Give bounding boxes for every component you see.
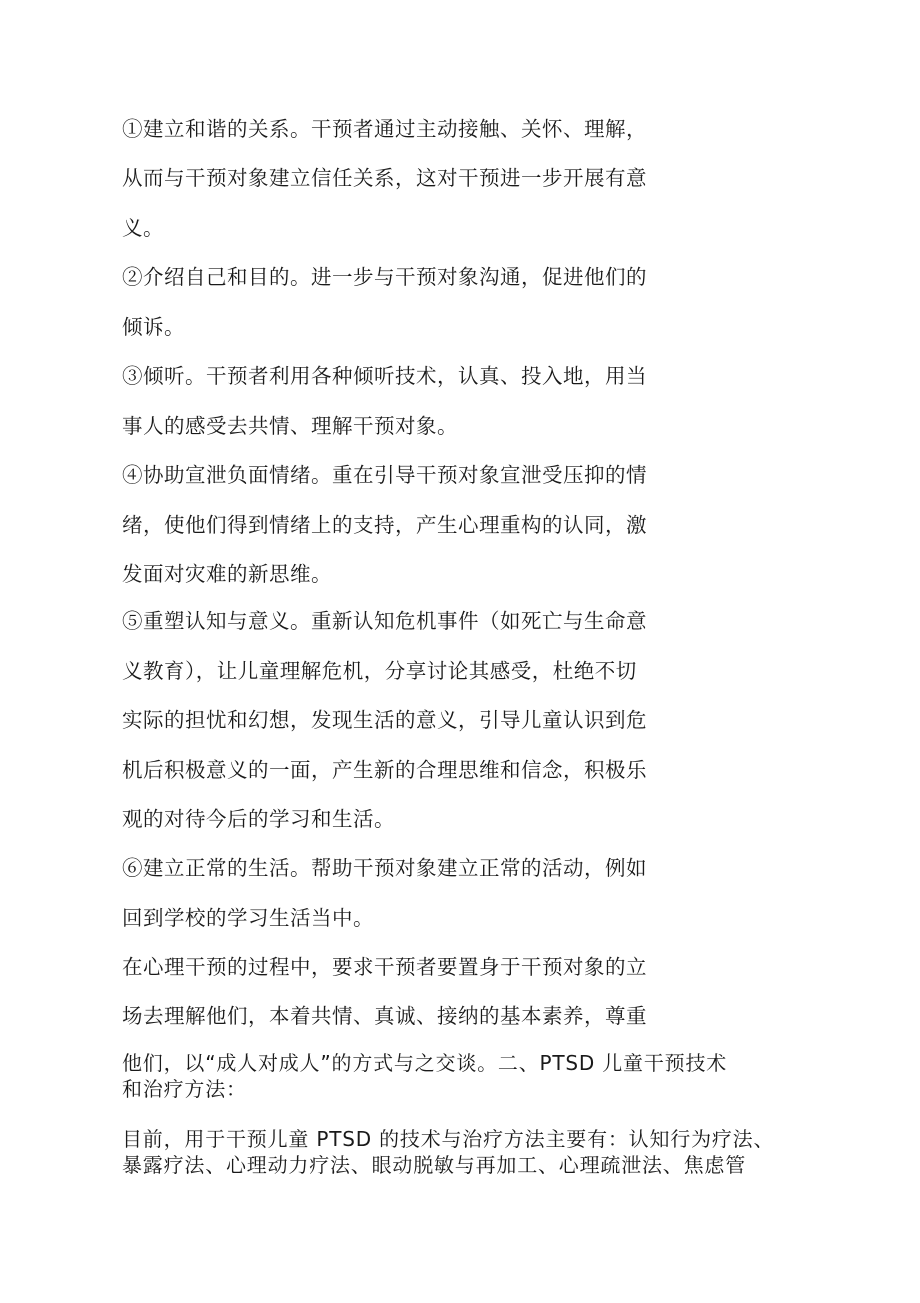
paragraph-line: 目前，用于干预儿童 PTSD 的技术与治疗方法主要有：认知行为疗法、	[122, 1127, 775, 1151]
paragraph-line: 观的对待今后的学习和生活。	[122, 807, 395, 831]
paragraph-line: 和治疗方法：	[122, 1077, 247, 1101]
paragraph-line: 实际的担忧和幻想，发现生活的意义，引导儿童认识到危	[122, 708, 647, 732]
paragraph-line: ⑥建立正常的生活。帮助干预对象建立正常的活动，例如	[122, 856, 647, 880]
paragraph-line: 义教育），让儿童理解危机，分享讨论其感受，杜绝不切	[122, 659, 637, 683]
paragraph-line: ④协助宣泄负面情绪。重在引导干预对象宣泄受压抑的情	[122, 463, 647, 487]
paragraph-line: 暴露疗法、心理动力疗法、眼动脱敏与再加工、心理疏泄法、焦虑管	[122, 1153, 746, 1177]
paragraph-line: ③倾听。干预者利用各种倾听技术，认真、投入地，用当	[122, 364, 647, 388]
paragraph-line: 倾诉。	[122, 315, 185, 339]
paragraph-line: 绪，使他们得到情绪上的支持，产生心理重构的认同，激	[122, 513, 647, 537]
paragraph-line: ②介绍自己和目的。进一步与干预对象沟通，促进他们的	[122, 265, 647, 289]
paragraph-line: 义。	[122, 216, 164, 240]
paragraph-line: ⑤重塑认知与意义。重新认知危机事件（如死亡与生命意	[122, 609, 647, 633]
paragraph-line: 发面对灾难的新思维。	[122, 562, 332, 586]
paragraph-line: 场去理解他们，本着共情、真诚、接纳的基本素养，尊重	[122, 1004, 647, 1028]
paragraph-line: ①建立和谐的关系。干预者通过主动接触、关怀、理解，	[122, 117, 647, 141]
paragraph-line: 他们，以“成人对成人”的方式与之交谈。二、PTSD 儿童干预技术	[122, 1051, 728, 1075]
paragraph-line: 事人的感受去共情、理解干预对象。	[122, 414, 458, 438]
paragraph-line: 机后积极意义的一面，产生新的合理思维和信念，积极乐	[122, 758, 647, 782]
paragraph-line: 回到学校的学习生活当中。	[122, 906, 374, 930]
paragraph-line: 在心理干预的过程中，要求干预者要置身于干预对象的立	[122, 955, 647, 979]
paragraph-line: 从而与干预对象建立信任关系，这对干预进一步开展有意	[122, 166, 647, 190]
